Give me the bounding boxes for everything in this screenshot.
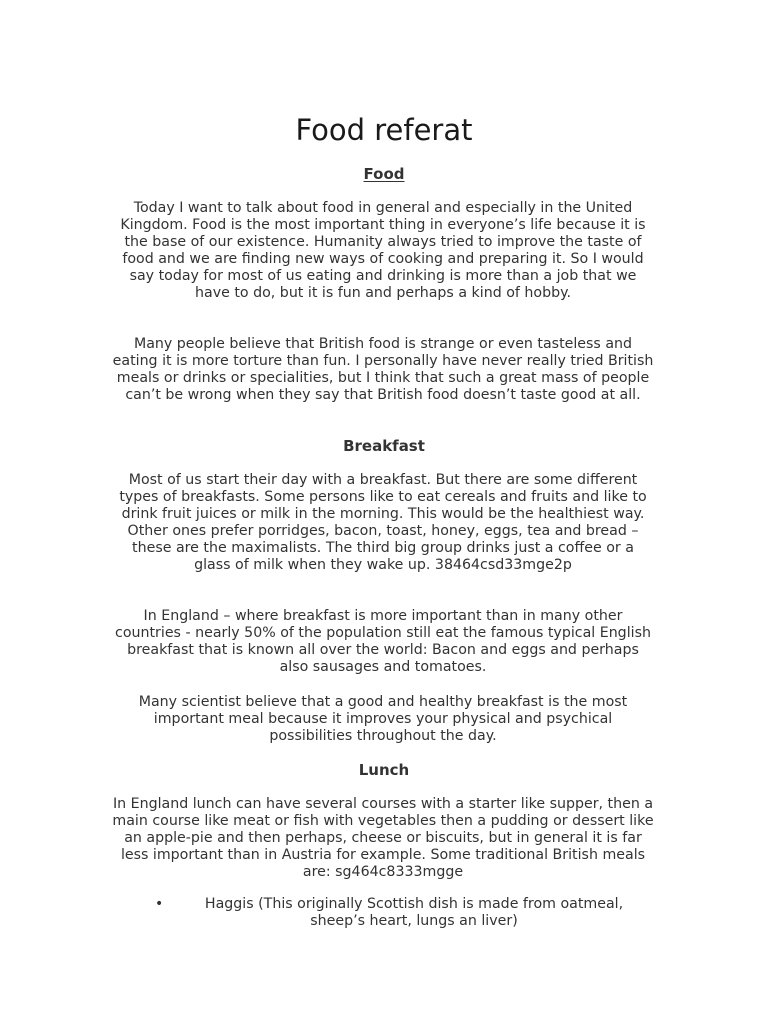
paragraph-british-food: Many people believe that British food is strange or even tasteless and eating it is more torture than fun. I personally have never really tried British meals or drinks or specialities, but I think that such a great mass of people can’t be wrong when they say that British food doesn’t taste good at all. (112, 336, 654, 403)
paragraph-healthy-breakfast: Many scientist believe that a good and healthy breakfast is the most important meal because it improves your physical and psychical possibilities throughout the day. (138, 694, 628, 744)
section-heading-breakfast: Breakfast (343, 437, 425, 455)
list-item-text: Haggis (This originally Scottish dish is made from oatmeal, sheep’s heart, lungs an liver) (204, 896, 624, 929)
bullet-icon: • (155, 896, 164, 912)
paragraph-food-intro: Today I want to talk about food in general and especially in the United Kingdom. Food is the most important thing in everyone’s life because it is the base of our existence. Humanity always tried to improve the taste of food and we are finding new ways of cooking and preparing it. So I would say today for most of us eating and drinking is more than a job that we have to do, but it is fun and perhaps a kind of hobby. (120, 200, 646, 301)
document-title: Food referat (295, 113, 473, 147)
paragraph-lunch-courses: In England lunch can have several courses with a starter like supper, then a main course like meat or fish with vegetables then a pudding or dessert like an apple-pie and then perhaps, cheese or biscuits, but in general it is far less important than in Austria for example. Some traditional British meals are: sg464c8333mgge (112, 796, 654, 880)
list-item (150, 896, 650, 930)
paragraph-breakfast-types: Most of us start their day with a breakfast. But there are some different types of breakfasts. Some persons like to eat cereals and fruits and like to drink fruit juices or milk in the morning. This would be the healthiest way. Other ones prefer porridges, bacon, toast, honey, eggs, tea and bread – these are the maximalists. The third big group drinks just a coffee or a glass of milk when they wake up. 38464csd33mge2p (119, 472, 647, 573)
paragraph-english-breakfast: In England – where breakfast is more important than in many other countries - nearly 50% of the population still eat the famous typical English breakfast that is known all over the world: Bacon and eggs and perhaps also sausages and tomatoes. (115, 608, 651, 675)
section-heading-lunch: Lunch (358, 761, 410, 779)
traditional-meals-list (150, 896, 650, 930)
section-heading-food: Food (363, 165, 405, 183)
